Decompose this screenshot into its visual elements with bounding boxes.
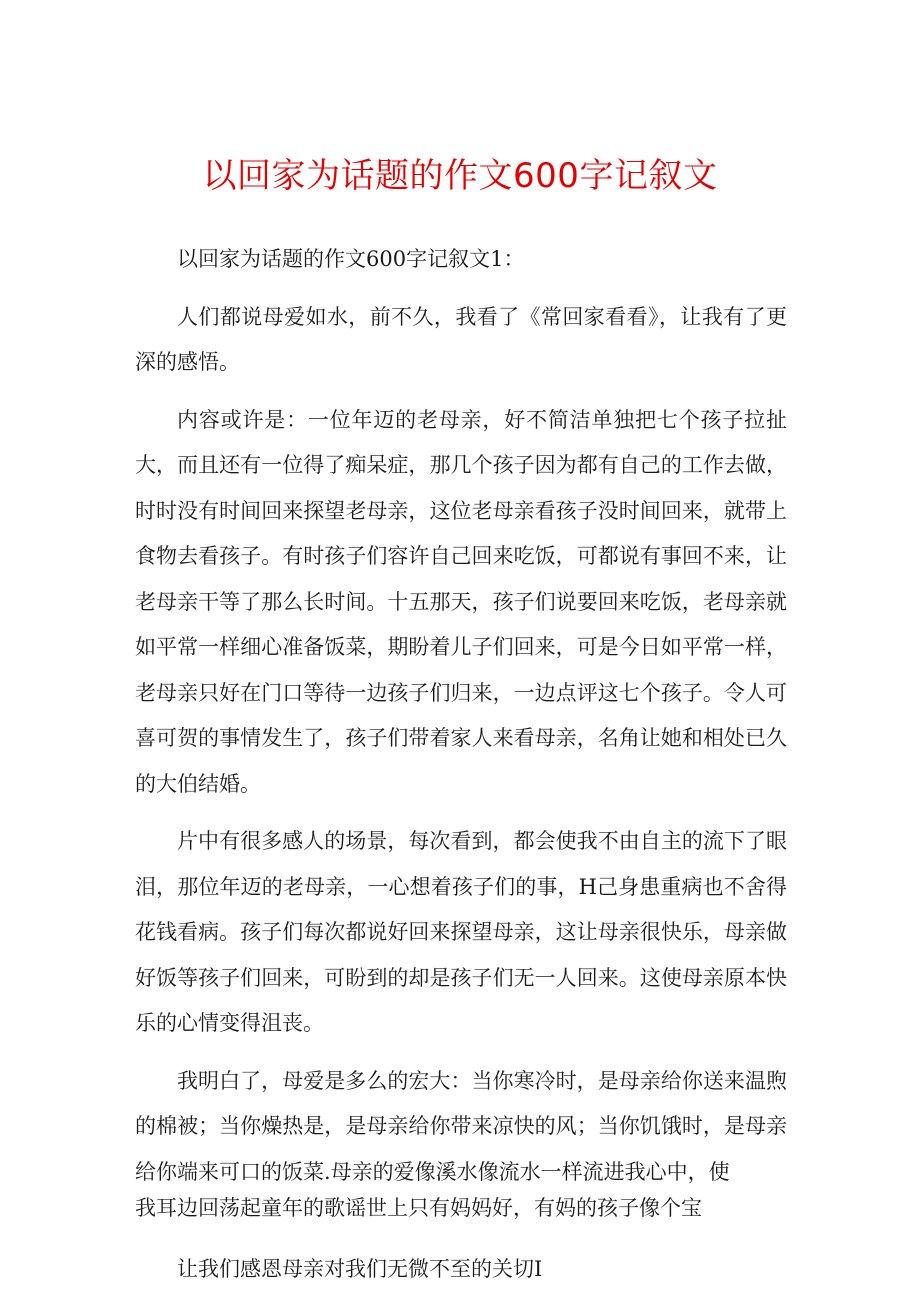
document-body: [135, 237, 787, 1293]
paragraph-3: 片中有很多感人的场景，每次看到，都会使我不由自主的流下了眼泪，那位年迈的老母亲，一心想着孩子们的事，H己身患重病也不舍得花钱看病。孩子们每次都说好回来探望母亲，这让母亲很快乐，母亲做好饭等孩子们回来，可盼到的却是孩子们无一人回来。这使母亲原本快乐的心情变得沮丧。: [135, 829, 787, 1035]
paragraph-1: 人们都说母爱如水，前不久，我看了《常回家看看》，让我有了更深的感悟。: [135, 304, 787, 374]
closing-line: 让我们感恩母亲对我们无微不至的关切I: [177, 1257, 543, 1281]
paragraph-continuation: 我耳边回荡起童年的歌谣世上只有妈妈好，有妈的孩子像个宝: [135, 1196, 702, 1220]
document-subtitle: 以回家为话题的作文600字记叙文1：: [177, 247, 525, 271]
paragraph-4: 我明白了，母爱是多么的宏大：当你寒冷时，是母亲给你送来温煦的棉被；当你燥热是，是母亲给你带来凉快的风；当你饥饿时，是母亲给你端来可口的饭菜.母亲的爱像溪水像流水一样流进我心中，使: [135, 1068, 787, 1184]
document-title: 以回家为话题的作文600字记叙文: [202, 156, 718, 196]
paragraph-2: 内容或许是：一位年迈的老母亲，好不简洁单独把七个孩子拉扯大，而且还有一位得了痴呆症，那几个孩子因为都有自己的工作去做，时时没有时间回来探望老母亲，这位老母亲看孩子没时间回来，就带上食物去看孩子。有时孩子们容许自己回来吃饭，可都说有事回不来，让老母亲干等了那么长时间。十五那天，孩子们说要回来吃饭，老母亲就如平常一样细心准备饭菜，期盼着儿子们回来，可是今日如平常一样，老母亲只好在门口等待一边孩子们归来，一边点评这七个孩子。令人可喜可贺的事情发生了，孩子们带着家人来看母亲，名角让她和相处已久的大伯结婚。: [135, 407, 787, 796]
